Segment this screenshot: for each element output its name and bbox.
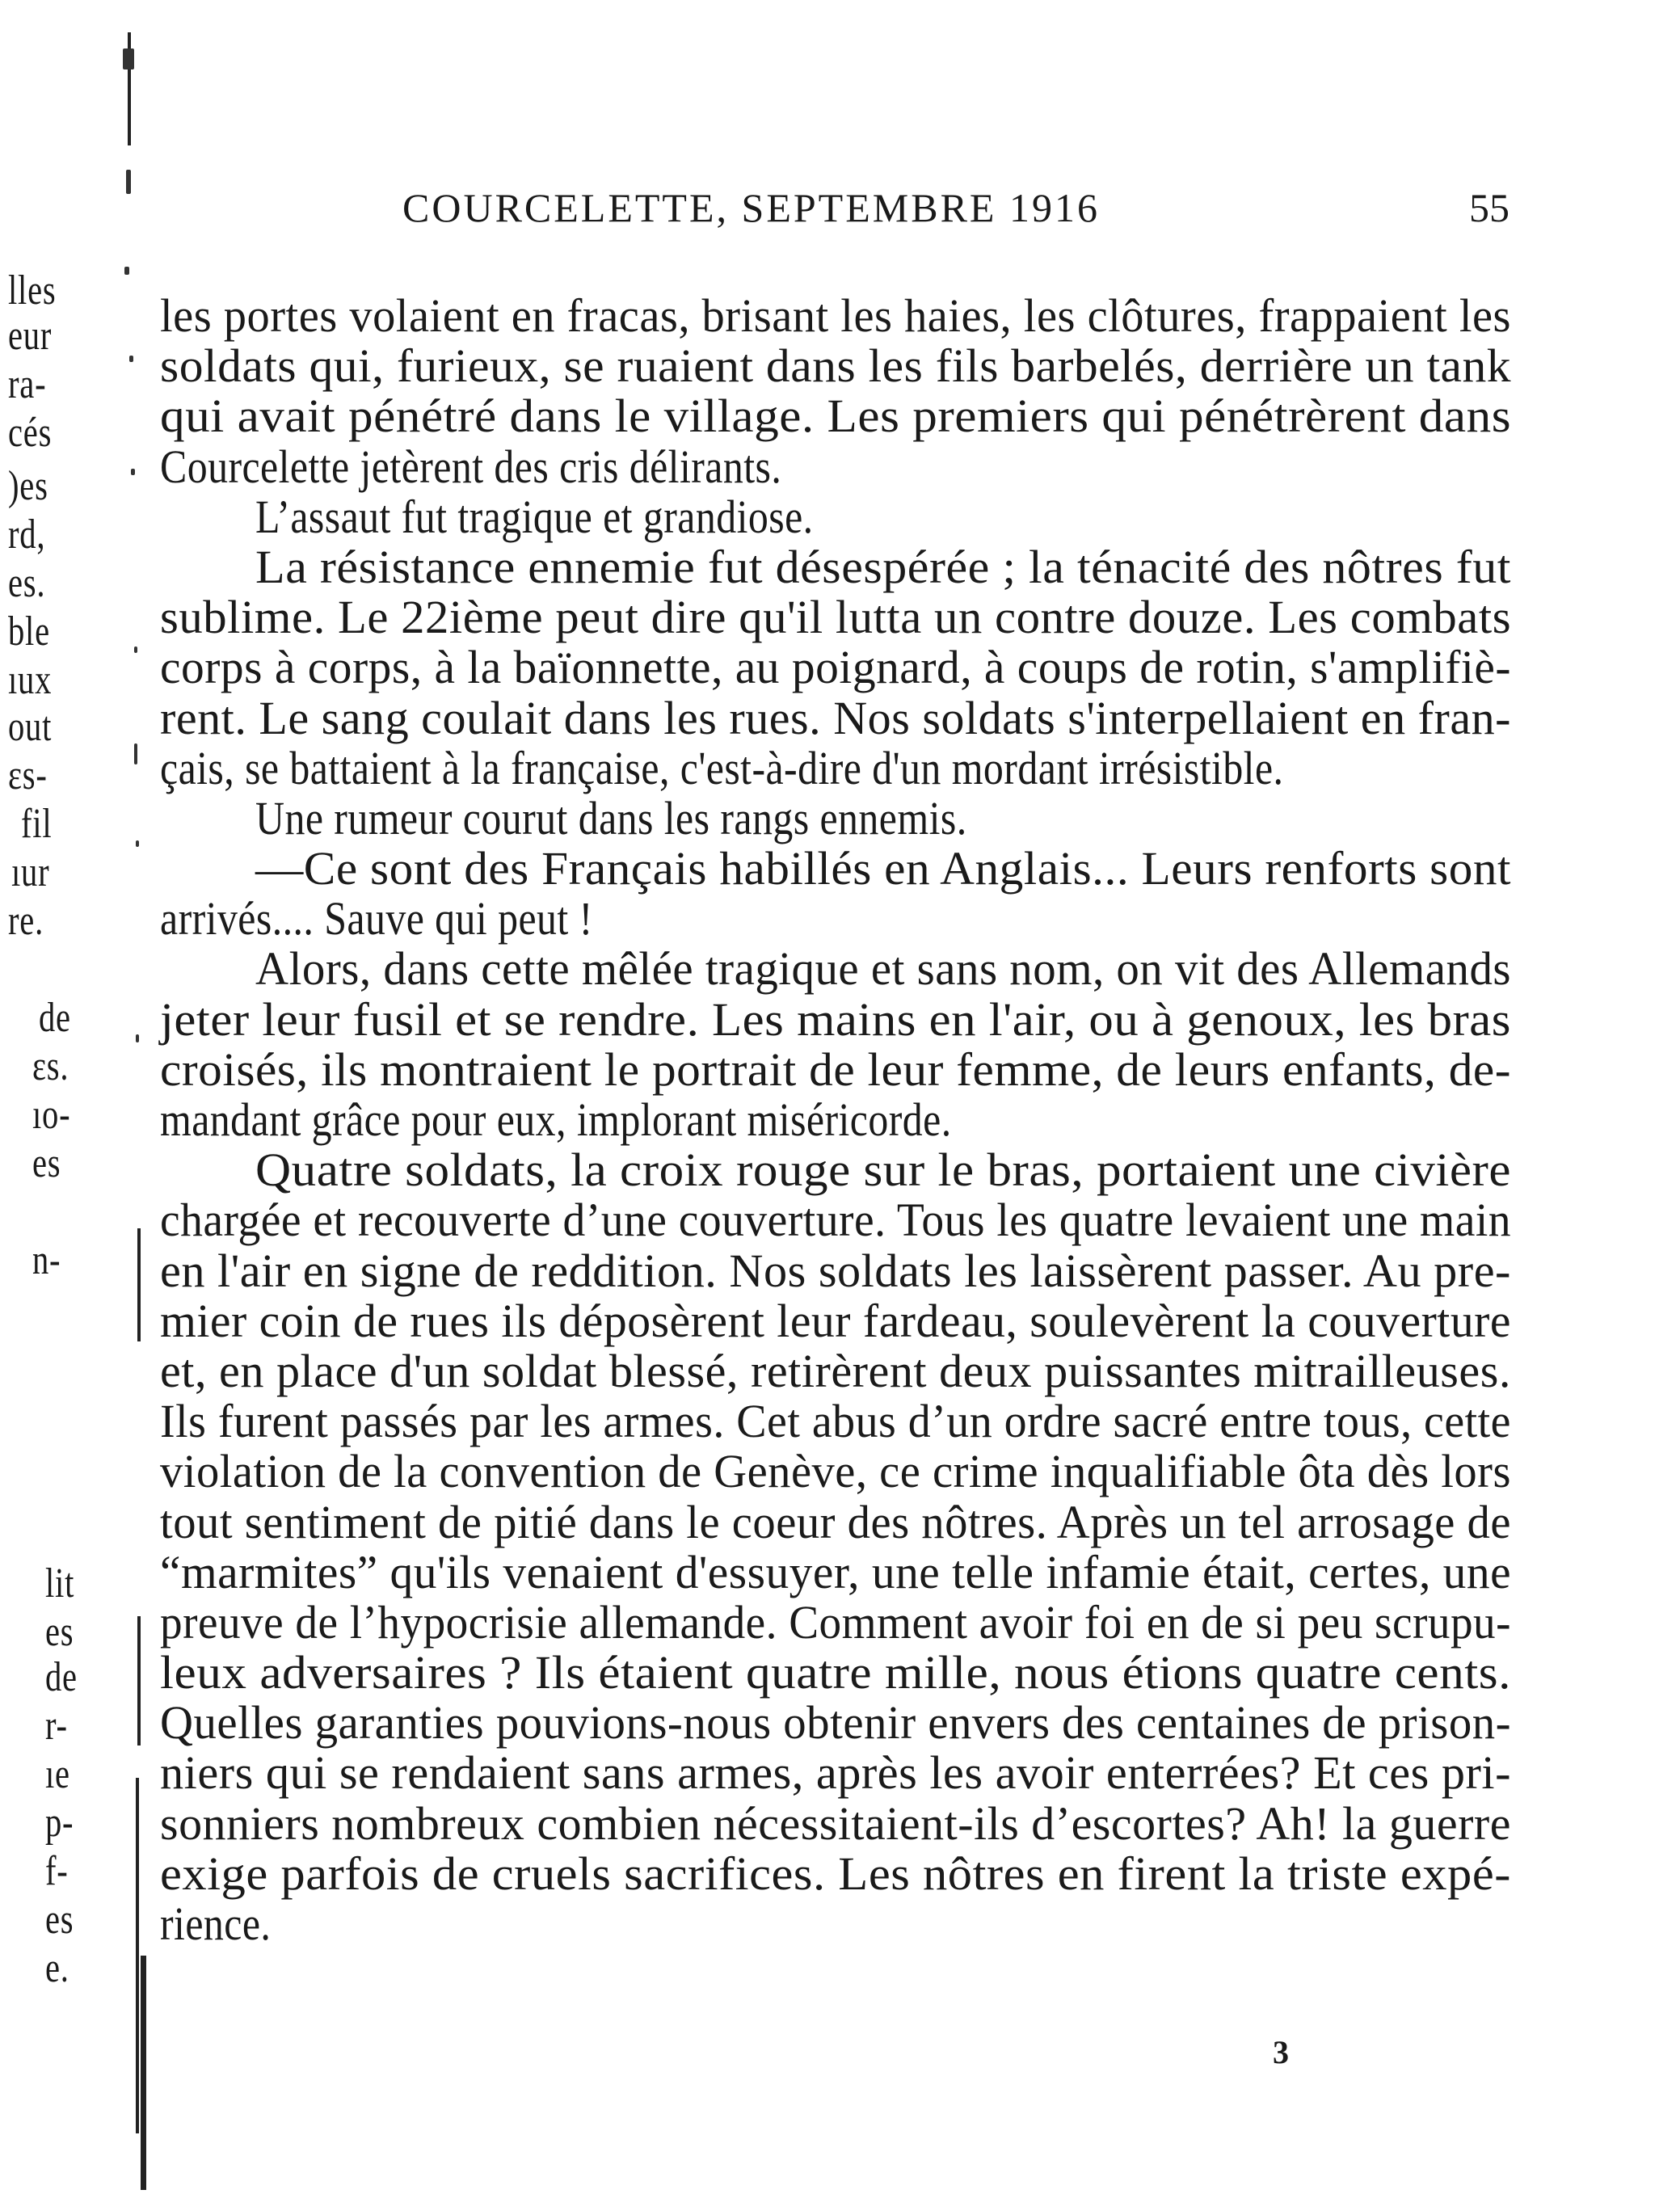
paragraph-start: L’assaut fut tragique et grandiose.: [255, 490, 814, 543]
gutter-mark: [141, 1956, 146, 2190]
gutter-mark: [134, 646, 137, 653]
gutter-mark: [126, 170, 131, 194]
bleed-line: lit: [45, 1560, 75, 1607]
bleed-line: ıur: [11, 849, 50, 895]
bleed-line: es: [32, 1140, 61, 1186]
gutter-mark: [136, 840, 139, 847]
bleed-line: es: [45, 1897, 74, 1943]
text-line: Quelles garanties pouvions-nous obtenir envers des centaines de prison-: [160, 1696, 1512, 1750]
bleed-line: de: [39, 995, 71, 1041]
text-line: en l'air en signe de reddition. Nos soldats les laissèrent passer. Au pre-: [160, 1244, 1511, 1297]
gutter-mark: [136, 1778, 139, 2133]
page-number: 55: [1469, 185, 1509, 230]
text-line: “marmites” qu'ils venaient d'essuyer, une telle infamie était, certes, une: [160, 1545, 1512, 1598]
text-line: preuve de l’hypocrisie allemande. Comment avoir foi en de si peu scrupu-: [160, 1595, 1512, 1649]
text-line: çais, se battaient à la française, c'est-à-dire d'un mordant irrésistible.: [160, 741, 1284, 794]
bleed-line: eur: [8, 313, 53, 359]
text-line: Ils furent passés par les armes. Cet abus d’un ordre sacré entre tous, cette: [160, 1395, 1511, 1448]
paragraph-start: La résistance ennemie fut désespérée ; la ténacité des nôtres fut: [255, 540, 1512, 593]
text-line: niers qui se rendaient sans armes, après les avoir enterrées? Et ces pri-: [160, 1746, 1511, 1800]
text-line: soldats qui, furieux, se ruaient dans les fils barbelés, derrière un tank: [160, 339, 1512, 393]
text-line: qui avait pénétré dans le village. Les premiers qui pénétrèrent dans: [160, 390, 1512, 443]
paragraph-start: Alors, dans cette mêlée tragique et sans nom, on vit des Allemands: [255, 942, 1512, 996]
bleed-line: f-: [45, 1848, 69, 1894]
bleed-line: rd,: [8, 512, 46, 558]
paragraph-start: —Ce sont des Français habillés en Anglais... Leurs renforts sont: [255, 842, 1512, 895]
text-line: croisés, ils montraient le portrait de leur femme, de leurs enfants, de-: [160, 1042, 1512, 1096]
bleed-line: n-: [32, 1237, 61, 1283]
bleed-line: ıo-: [32, 1092, 71, 1138]
bleed-line: r-: [45, 1703, 68, 1749]
gutter-mark: [124, 267, 129, 275]
bleed-line: cés: [8, 410, 53, 456]
bleed-line: lles: [8, 267, 57, 314]
bleed-line: ble: [8, 609, 50, 655]
bleed-line: out: [8, 704, 53, 750]
bleed-line: es.: [8, 560, 46, 606]
running-title: COURCELETTE, SEPTEMBRE 1916: [402, 185, 1100, 230]
bleed-line: ıux: [8, 657, 53, 703]
gutter-mark: [137, 1616, 141, 1746]
bleed-line: ra-: [8, 361, 47, 407]
text-line: les portes volaient en fracas, brisant les haies, les clôtures, frappaient les: [160, 289, 1512, 342]
text-line: tout sentiment de pitié dans le coeur des nôtres. Après un tel arrosage de: [160, 1495, 1512, 1548]
body-text: [160, 291, 1511, 1949]
facing-page-bleed-through: [0, 267, 113, 2109]
bleed-line: ɛs-: [8, 752, 48, 798]
gutter-mark: [136, 1034, 139, 1042]
gutter-mark: [134, 743, 137, 764]
printer-signature-mark: 3: [1273, 2034, 1289, 2070]
text-line: corps à corps, à la baïonnette, au poignard, à coups de rotin, s'amplifiè-: [160, 641, 1512, 694]
text-line: exige parfois de cruels sacrifices. Les nôtres en firent la triste expé-: [160, 1847, 1511, 1900]
bleed-line: re.: [8, 898, 44, 944]
running-head: [402, 184, 1509, 241]
text-line: leux adversaires ? Ils étaient quatre mille, nous étions quatre cents.: [160, 1646, 1511, 1699]
bleed-line: ıe: [45, 1751, 70, 1797]
text-line: sonniers nombreux combien nécessitaient-ils d’escortes? Ah! la guerre: [160, 1796, 1511, 1850]
gutter-mark: [123, 48, 134, 69]
text-line: arrivés.... Sauve qui peut !: [160, 892, 593, 945]
text-line: et, en place d'un soldat blessé, retirèrent deux puissantes mitrailleuses.: [160, 1344, 1511, 1397]
bleed-line: ɛs.: [32, 1043, 69, 1089]
gutter-mark: [137, 1228, 141, 1341]
text-line: rience.: [160, 1897, 272, 1950]
text-line: Courcelette jetèrent des cris délirants.: [160, 440, 782, 493]
text-line: mier coin de rues ils déposèrent leur fardeau, soulevèrent la couverture: [160, 1294, 1512, 1347]
text-line: sublime. Le 22ième peut dire qu'il lutta un contre douze. Les combats: [160, 591, 1512, 644]
paragraph-start: Une rumeur courut dans les rangs ennemis.: [255, 791, 967, 844]
text-line: jeter leur fusil et se rendre. Les mains en l'air, ou à genoux, les bras: [160, 992, 1511, 1046]
text-line: violation de la convention de Genève, ce crime inqualifiable ôta dès lors: [160, 1445, 1511, 1498]
text-line: rent. Le sang coulait dans les rues. Nos soldats s'interpellaient en fran-: [160, 691, 1512, 744]
bleed-line: )es: [8, 463, 48, 509]
text-line: chargée et recouverte d’une couverture. Tous les quatre levaient une main: [160, 1194, 1512, 1247]
paragraph-start: Quatre soldats, la croix rouge sur le bras, portaient une civière: [255, 1143, 1512, 1197]
bleed-line: de: [45, 1654, 78, 1700]
text-line: mandant grâce pour eux, implorant miséricorde.: [160, 1093, 952, 1146]
bleed-line: es: [45, 1609, 74, 1655]
bleed-line: p-: [45, 1800, 74, 1846]
gutter-mark: [131, 469, 135, 475]
bleed-line: fil: [21, 801, 53, 847]
bleed-line: e.: [45, 1945, 69, 1991]
gutter-mark: [129, 356, 133, 362]
